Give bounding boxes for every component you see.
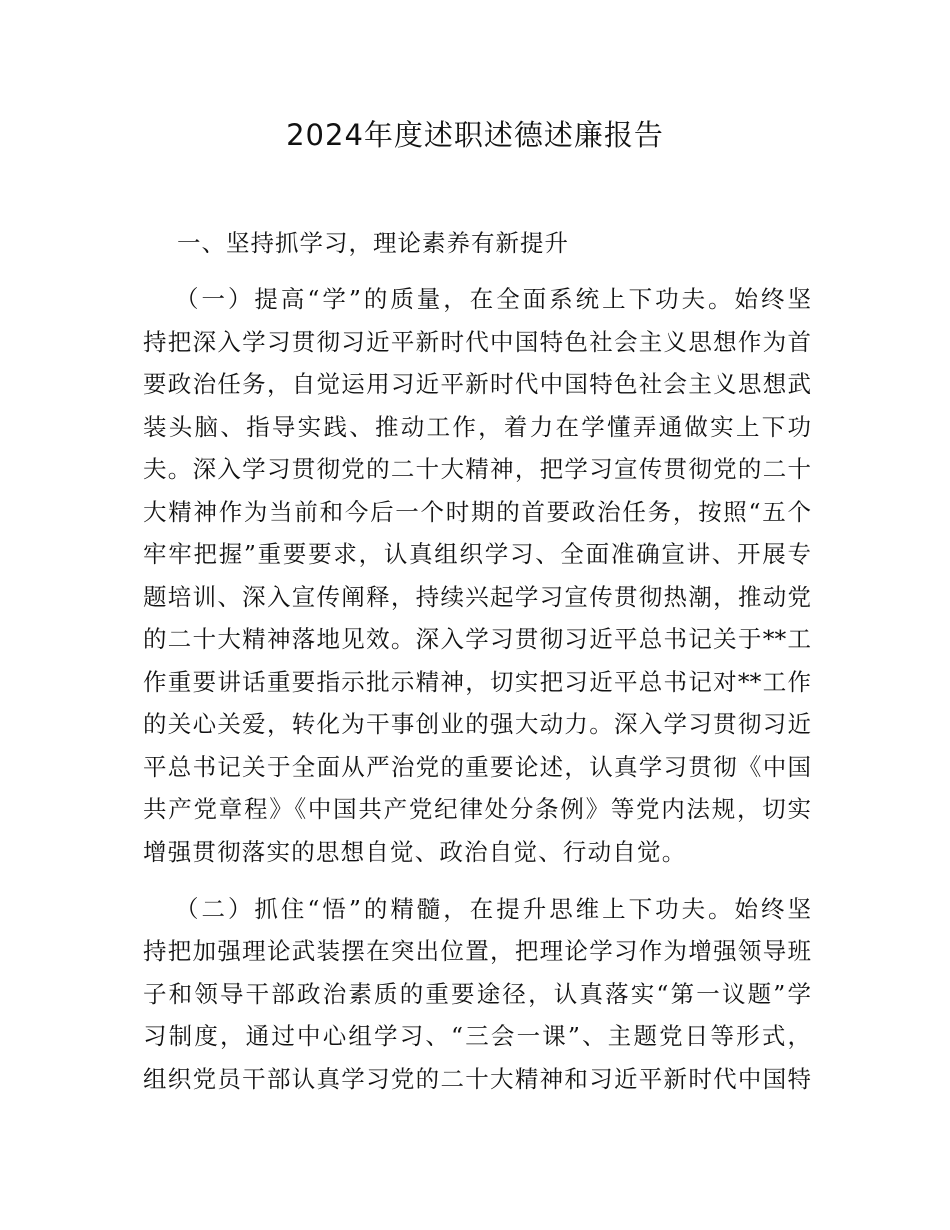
paragraphs [143, 278, 811, 1100]
paragraph-line: 习制度，通过中心组学习、“三会一课”、主题党日等形式， [143, 1022, 811, 1050]
paragraph-line: 持把加强理论武装摆在突出位置，把理论学习作为增强领导班 [143, 937, 811, 965]
paragraph-line: 要政治任务，自觉运用习近平新时代中国特色社会主义思想武 [143, 370, 811, 398]
paragraph-line: 的关心关爱，转化为干事创业的强大动力。深入学习贯彻习近 [143, 710, 811, 738]
paragraph-line: 大精神作为当前和今后一个时期的首要政治任务，按照“五个 [143, 497, 811, 526]
paragraph-line: 的二十大精神落地见效。深入学习贯彻习近平总书记关于**工 [143, 625, 811, 653]
paragraph-line: 持把深入学习贯彻习近平新时代中国特色社会主义思想作为首 [143, 327, 811, 356]
document-title: 2024年度述职述德述廉报告 [286, 118, 664, 152]
document-body [143, 222, 811, 1115]
paragraph [143, 278, 811, 873]
paragraph-line: 装头脑、指导实践、推动工作，着力在学懂弄通做实上下功 [143, 412, 811, 441]
paragraph-line: 增强贯彻落实的思想自觉、政治自觉、行动自觉。 [143, 837, 687, 866]
paragraph-line: 组织党员干部认真学习党的二十大精神和习近平新时代中国特 [143, 1064, 811, 1093]
paragraph-line: 作重要讲话重要指示批示精神，切实把习近平总书记对**工作 [143, 667, 811, 696]
paragraph [143, 888, 811, 1101]
paragraph-line: 子和领导干部政治素质的重要途径，认真落实“第一议题”学 [143, 979, 811, 1008]
paragraph-line: （一）提高“学”的质量，在全面系统上下功夫。始终坚 [175, 285, 811, 313]
section-heading: 一、坚持抓学习，理论素养有新提升 [177, 229, 569, 257]
paragraph-line: 牢牢把握”重要要求，认真组织学习、全面准确宣讲、开展专 [143, 540, 811, 568]
paragraph-line: 共产党章程》《中国共产党纪律处分条例》等党内法规，切实 [143, 795, 811, 823]
paragraph-line: 题培训、深入宣传阐释，持续兴起学习宣传贯彻热潮，推动党 [143, 582, 811, 611]
paragraph-line: （二）抓住“悟”的精髓，在提升思维上下功夫。始终坚 [175, 894, 811, 923]
paragraph-line: 夫。深入学习贯彻党的二十大精神，把学习宣传贯彻党的二十 [143, 455, 811, 483]
paragraph-line: 平总书记关于全面从严治党的重要论述，认真学习贯彻《中国 [143, 752, 811, 781]
